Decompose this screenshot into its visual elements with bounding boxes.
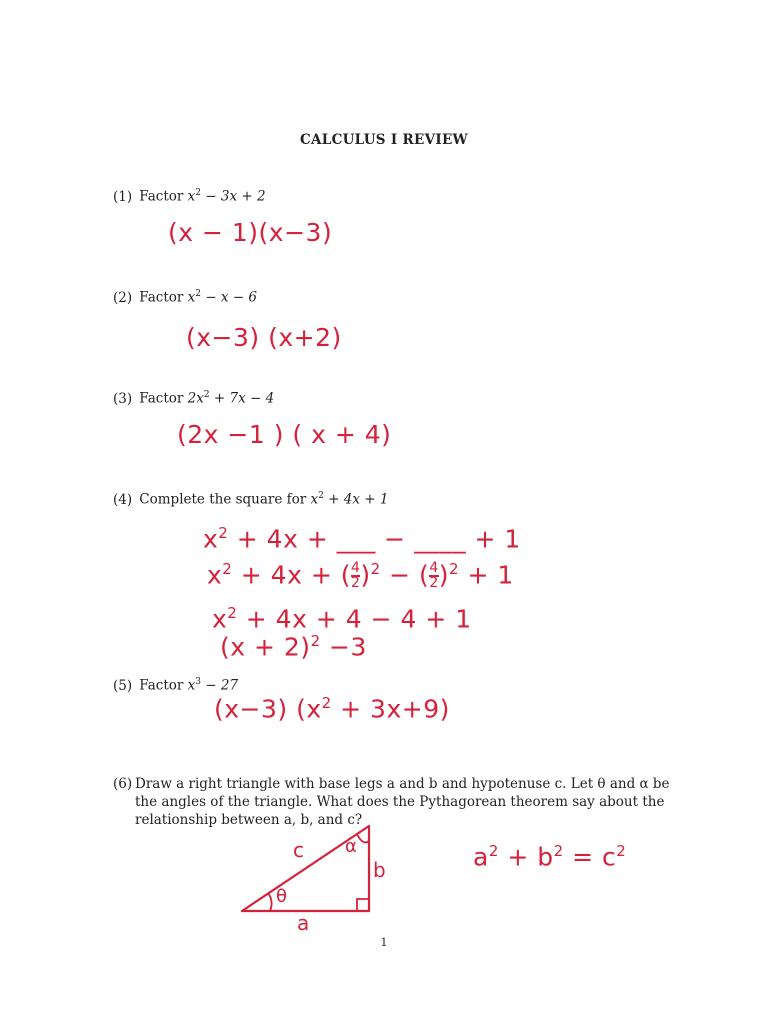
exponent: 2 xyxy=(449,560,460,578)
question-prompt: Complete the square for xyxy=(139,491,307,508)
exponent: 2 xyxy=(616,842,627,860)
question-number: (5) xyxy=(113,677,133,694)
term: + 4x + 4 − 4 + 1 xyxy=(237,604,472,634)
expression-exponent: 3 xyxy=(195,677,202,687)
label-theta: θ xyxy=(276,886,288,907)
term: (x−3) (x xyxy=(214,694,322,724)
term: a xyxy=(473,842,489,872)
term: (x + 2) xyxy=(220,632,311,662)
right-angle-marker xyxy=(357,899,369,911)
label-alpha: α xyxy=(345,836,358,857)
pythagorean-equation xyxy=(473,842,626,871)
expression-lead: x xyxy=(187,677,196,694)
question-prompt: Factor xyxy=(139,677,184,694)
term: b xyxy=(537,842,554,872)
exponent: 2 xyxy=(310,632,321,650)
term: c xyxy=(601,842,617,872)
term: x xyxy=(212,604,228,634)
label-c: c xyxy=(293,838,305,862)
exponent: 2 xyxy=(488,842,499,860)
question-prompt: Factor xyxy=(139,188,184,205)
answer-3-handwritten: (2x −1 ) ( x + 4) xyxy=(177,420,392,449)
term: + 1 xyxy=(459,560,514,590)
expression-lead: 2x xyxy=(187,390,204,407)
alpha-arc xyxy=(357,834,369,842)
exponent: 2 xyxy=(222,560,233,578)
expression-lead: x xyxy=(187,289,196,306)
expression-exponent: 2 xyxy=(195,289,202,299)
term: ) xyxy=(438,560,450,590)
question-number: (1) xyxy=(113,188,133,205)
fraction-denominator: 2 xyxy=(429,575,439,592)
question-prompt: Draw a right triangle with base legs a and b and hypotenuse c. Let θ and α be the angles of the triangle. What does the Pythagorean theorem say about the relationship between a, b, and c? xyxy=(135,776,670,828)
exponent: 2 xyxy=(321,694,332,712)
term: x xyxy=(207,560,223,590)
expression-tail: − 27 xyxy=(201,677,239,694)
term: ) xyxy=(360,560,371,590)
exponent: 2 xyxy=(553,842,564,860)
exponent: 2 xyxy=(218,524,229,542)
expression-exponent: 2 xyxy=(195,188,202,198)
theta-arc xyxy=(268,893,272,911)
answer-1-handwritten: (x − 1)(x−3) xyxy=(168,218,333,247)
expression-tail: + 7x − 4 xyxy=(209,390,275,407)
answer-2-handwritten: (x−3) (x+2) xyxy=(186,323,342,352)
term: − ( xyxy=(380,560,430,590)
term: x xyxy=(203,524,219,554)
label-a: a xyxy=(297,911,310,935)
question-prompt: Factor xyxy=(139,390,184,407)
fraction-numerator: 4 xyxy=(350,560,361,577)
term: −3 xyxy=(320,632,367,662)
exponent: 2 xyxy=(227,604,238,622)
expression-exponent: 2 xyxy=(318,491,324,501)
page-title: CALCULUS I REVIEW xyxy=(299,132,469,148)
question-number: (2) xyxy=(113,289,133,306)
fraction-denominator: 2 xyxy=(350,575,361,592)
term: + 4x + ___ − ____ + 1 xyxy=(228,524,521,554)
operator: + xyxy=(498,842,538,872)
label-b: b xyxy=(373,858,387,882)
operator: = xyxy=(563,842,602,872)
term: + 3x+9) xyxy=(331,694,450,724)
expression-tail: + 4x + 1 xyxy=(323,491,389,508)
term: + 4x + ( xyxy=(232,560,351,590)
page-number: 1 xyxy=(380,936,388,949)
expression-lead: x xyxy=(187,188,196,205)
expression-lead: x xyxy=(310,491,319,508)
question-prompt: Factor xyxy=(139,289,184,306)
expression-tail: − 3x + 2 xyxy=(201,188,266,205)
question-number: (3) xyxy=(113,390,133,407)
question-number: (6) xyxy=(113,776,133,792)
exponent: 2 xyxy=(370,560,381,578)
question-number: (4) xyxy=(113,491,133,508)
expression-tail: − x − 6 xyxy=(201,289,258,306)
expression-exponent: 2 xyxy=(203,390,210,400)
fraction-numerator: 4 xyxy=(429,560,439,577)
